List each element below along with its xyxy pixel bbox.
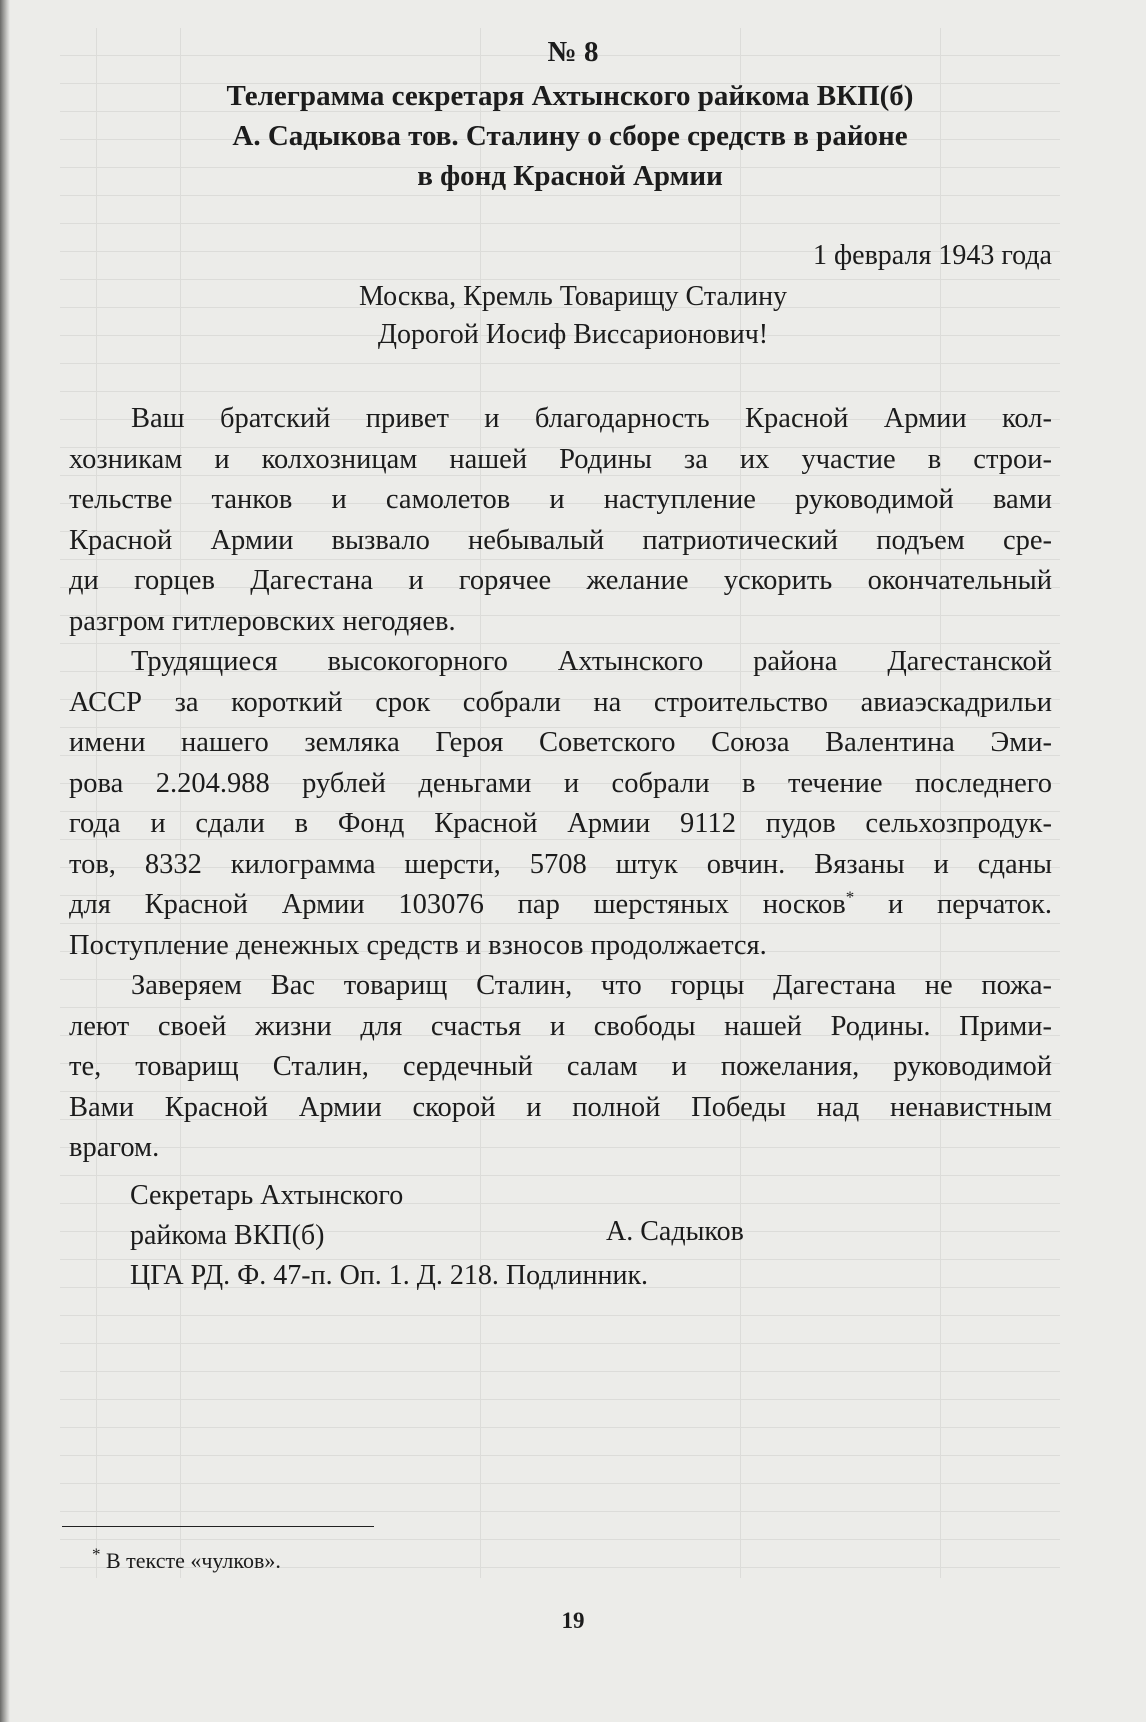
footnote-mark: * xyxy=(92,1544,101,1564)
text-line-with-footnote xyxy=(69,885,1052,926)
telegram-body xyxy=(69,399,1052,1169)
title-line: А. Садыкова тов. Сталину о сборе средств в районе xyxy=(232,120,908,152)
text-line: Трудящиеся высокогорного Ахтынского района Дагестанской xyxy=(131,646,1052,677)
footnote-text: В тексте «чулков». xyxy=(100,1548,281,1573)
footnote xyxy=(92,1544,281,1574)
addressee-block xyxy=(0,278,1146,354)
book-spine-shadow xyxy=(0,0,10,1722)
signer-title-line-2: райкома ВКП(б) xyxy=(130,1220,325,1251)
paragraph-2 xyxy=(69,642,1052,966)
signer-name: А. Садыков xyxy=(606,1216,744,1247)
text-line: рова 2.204.988 рублей деньгами и собрали в течение последнего xyxy=(69,767,1052,799)
text-line: Красной Армии вызвало небывалый патриотический подъем сре- xyxy=(69,524,1052,556)
text-line: врагом. xyxy=(69,1132,160,1163)
footnote-marker: * xyxy=(845,887,855,907)
page-number: 19 xyxy=(561,1608,585,1633)
title-line: Телеграмма секретаря Ахтынского райкома ВКП(б) xyxy=(226,80,914,112)
document-number: № 8 xyxy=(547,36,599,68)
address-line: Москва, Кремль Товарищу Сталину xyxy=(358,281,788,312)
text-line: леют своей жизни для счастья и свободы нашей Родины. Прими- xyxy=(69,1010,1052,1042)
text-line: ди горцев Дагестана и горячее желание ускорить окончательный xyxy=(69,565,1052,596)
document-date: 1 февраля 1943 года xyxy=(813,240,1052,271)
document-title xyxy=(70,76,1070,196)
text-line: года и сдали в Фонд Красной Армии 9112 пудов сельхозпродук- xyxy=(69,808,1052,839)
paragraph-1 xyxy=(69,399,1052,642)
text-line: Вами Красной Армии скорой и полной Победы над ненавистным xyxy=(69,1091,1052,1123)
footnote-divider xyxy=(62,1526,374,1527)
text-line: АССР за короткий срок собрали на строительство авиаэскадрильи xyxy=(69,686,1052,718)
text-line: Заверяем Вас товарищ Сталин, что горцы Дагестана не пожа- xyxy=(131,970,1052,1001)
text-line: Ваш братский привет и благодарность Красной Армии кол- xyxy=(131,403,1052,434)
title-line: в фонд Красной Армии xyxy=(417,160,723,192)
salutation: Дорогой Иосиф Виссарионович! xyxy=(377,319,769,350)
archive-reference: ЦГА РД. Ф. 47-п. Оп. 1. Д. 218. Подлинник. xyxy=(130,1260,649,1291)
text-line: имени нашего земляка Героя Советского Союза Валентина Эми- xyxy=(69,727,1052,758)
text-line: разгром гитлеровских негодяев. xyxy=(69,605,456,637)
paragraph-3 xyxy=(69,966,1052,1169)
text-fragment: и перчаток. xyxy=(854,889,1052,920)
text-line: те, товарищ Сталин, сердечный салам и пожелания, руководимой xyxy=(69,1051,1052,1082)
text-line: хозникам и колхозницам нашей Родины за их участие в строи- xyxy=(69,443,1052,475)
text-line: Поступление денежных средств и взносов продолжается. xyxy=(69,929,767,961)
signer-title-line-1: Секретарь Ахтынского xyxy=(130,1180,404,1211)
text-line: тов, 8332 килограмма шерсти, 5708 штук овчин. Вязаны и сданы xyxy=(69,848,1052,880)
text-fragment: для Красной Армии 103076 пар шерстяных носков xyxy=(69,889,846,920)
text-line: тельстве танков и самолетов и наступление руководимой вами xyxy=(69,484,1052,515)
signature-block xyxy=(130,1176,648,1296)
